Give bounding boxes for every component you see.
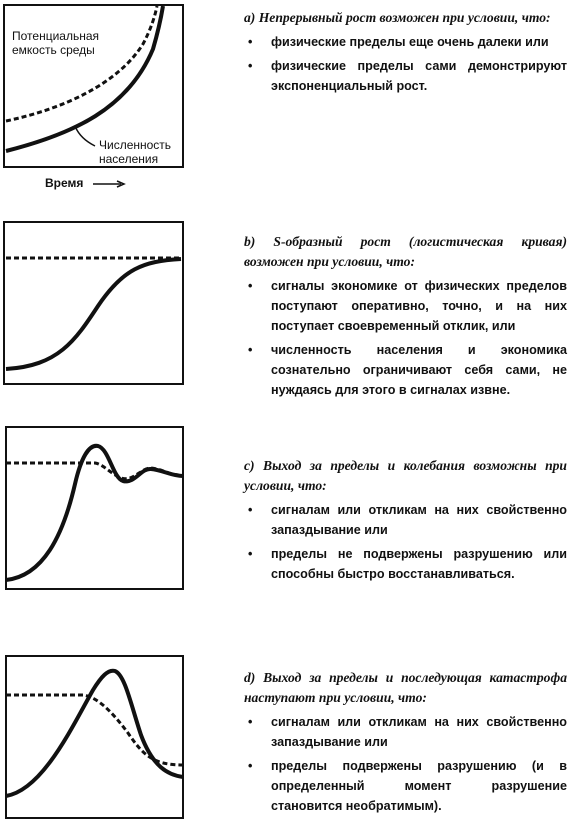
population-label-pointer <box>75 126 95 146</box>
panel-d-bullet-1-text: сигналам или откликам на них свойственно запаздывание или <box>271 715 567 749</box>
panel-b-bullet-1 <box>244 276 567 336</box>
graph-d <box>3 655 185 821</box>
panel-b-bullet-1-text: сигналы экономике от физических пределов поступают оперативно, точно, и на них поступает своевременный отклик, или <box>271 279 567 333</box>
bullet-dot: • <box>248 35 253 49</box>
bullet-dot: • <box>248 59 253 73</box>
panel-b-text <box>244 232 567 404</box>
panel-c-bullet-1 <box>244 500 567 540</box>
bullet-dot: • <box>248 759 253 773</box>
panel-c-bullet-2-text: пределы не подвержены разрушению или способны быстро восстанавливаться. <box>271 547 567 581</box>
population-label-line2: населения <box>99 152 159 166</box>
capacity-label-line1: Потенциальная <box>12 29 99 43</box>
bullet-dot: • <box>248 547 253 561</box>
population-curve <box>6 6 163 151</box>
graph-b <box>3 221 185 387</box>
eroding-limit-line <box>6 695 183 765</box>
panel-c-bullet-2 <box>244 544 567 584</box>
panel-a-bullet-1 <box>244 32 567 52</box>
capacity-curve <box>6 6 157 121</box>
panel-d-bullet-2-text: пределы подвержены разрушению (и в определенный момент разрушение становится необратимым). <box>271 759 567 813</box>
graph-b-frame <box>4 222 183 384</box>
capacity-label-line2: емкость среды <box>12 43 95 57</box>
panel-b-bullet-2-text: численность населения и экономика сознательно ограничивают себя сами, не нуждаясь для этого в сигналах извне. <box>271 343 567 397</box>
panel-a-heading: a) Непрерывный рост возможен при условии, что: <box>244 10 551 25</box>
panel-d-bullet-2 <box>244 756 567 816</box>
bullet-dot: • <box>248 343 253 357</box>
panel-b-heading: b) S-образный рост (логистическая кривая) возможен при условии, что: <box>244 234 567 269</box>
overshoot-curve <box>6 446 183 580</box>
time-axis-label-text: Время <box>45 176 84 190</box>
panel-c-text <box>244 456 567 588</box>
panel-d-bullet-1 <box>244 712 567 752</box>
graph-d-frame <box>6 656 183 818</box>
panel-a-bullet-2-text: физические пределы сами демонстрируют экспоненциальный рост. <box>271 59 567 93</box>
graph-c <box>3 426 185 592</box>
panel-d-heading: d) Выход за пределы и последующая катастрофа наступают при условии, что: <box>244 670 567 705</box>
bullet-dot: • <box>248 279 253 293</box>
panel-d-text <box>244 668 567 820</box>
panel-a-bullet-2 <box>244 56 567 96</box>
graph-a <box>3 4 185 170</box>
collapse-curve <box>6 671 183 796</box>
panel-a-bullet-1-text: физические пределы еще очень далеки или <box>271 35 549 49</box>
bullet-dot: • <box>248 503 253 517</box>
bullet-dot: • <box>248 715 253 729</box>
panel-c-bullet-1-text: сигналам или откликам на них свойственно запаздывание или <box>271 503 567 537</box>
panel-c-heading: c) Выход за пределы и колебания возможны при условии, что: <box>244 458 567 493</box>
time-arrow-icon <box>93 180 127 188</box>
panel-a-text <box>244 8 567 100</box>
graph-c-frame <box>6 427 183 589</box>
population-label-line1: Численность <box>99 138 172 152</box>
logistic-curve <box>6 259 181 369</box>
panel-b-bullet-2 <box>244 340 567 400</box>
time-axis-label <box>45 176 127 190</box>
